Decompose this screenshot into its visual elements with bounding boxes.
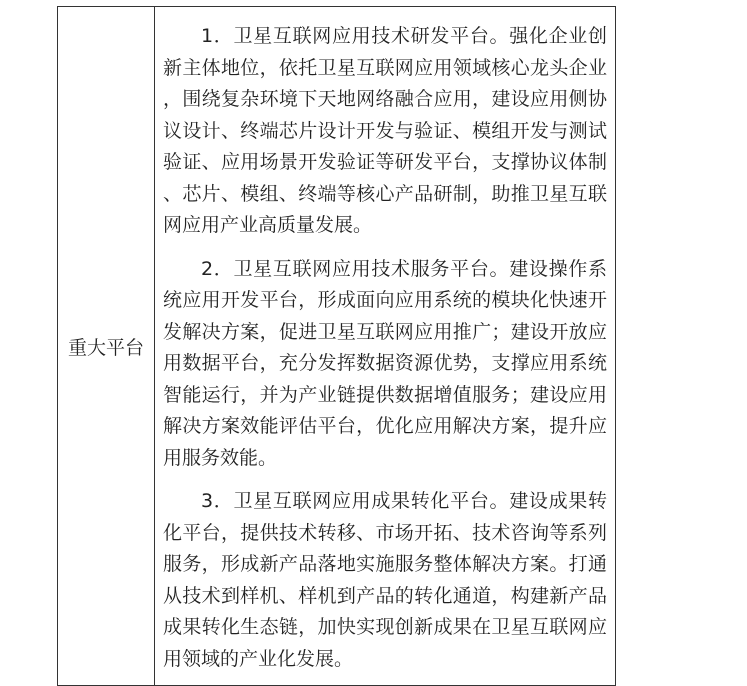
platform-table: [57, 6, 616, 686]
row-label: 重大平台: [67, 336, 144, 359]
table-row: [58, 7, 616, 686]
row-label-cell: [58, 7, 155, 686]
row-content-cell: [155, 7, 616, 686]
paragraph-3: 3．卫星互联网应用成果转化平台。建设成果转化平台，提供技术转移、市场开拓、技术咨询等系列服务，形成新产品落地实施服务整体解决方案。打通从技术到样机、样机到产品的转化通道，构建新产品成果转化生态链，加快实现创新成果在卫星互联网应用领域的产业化发展。: [163, 490, 607, 670]
paragraph-1: 1．卫星互联网应用技术研发平台。强化企业创新主体地位，依托卫星互联网应用领域核心龙头企业，围绕复杂环境下天地网络融合应用，建设应用侧协议设计、终端芯片设计开发与验证、模组开发与测试验证、应用场景开发验证等研发平台，支撑协议体制、芯片、模组、终端等核心产品研制，助推卫星互联网应用产业高质量发展。: [163, 25, 607, 236]
paragraph-2: 2．卫星互联网应用技术服务平台。建设操作系统应用开发平台，形成面向应用系统的模块化快速开发解决方案，促进卫星互联网应用推广；建设开放应用数据平台，充分发挥数据资源优势，支撑应用系统智能运行，并为产业链提供数据增值服务；建设应用解决方案效能评估平台，优化应用解决方案，提升应用服务效能。: [163, 257, 607, 469]
